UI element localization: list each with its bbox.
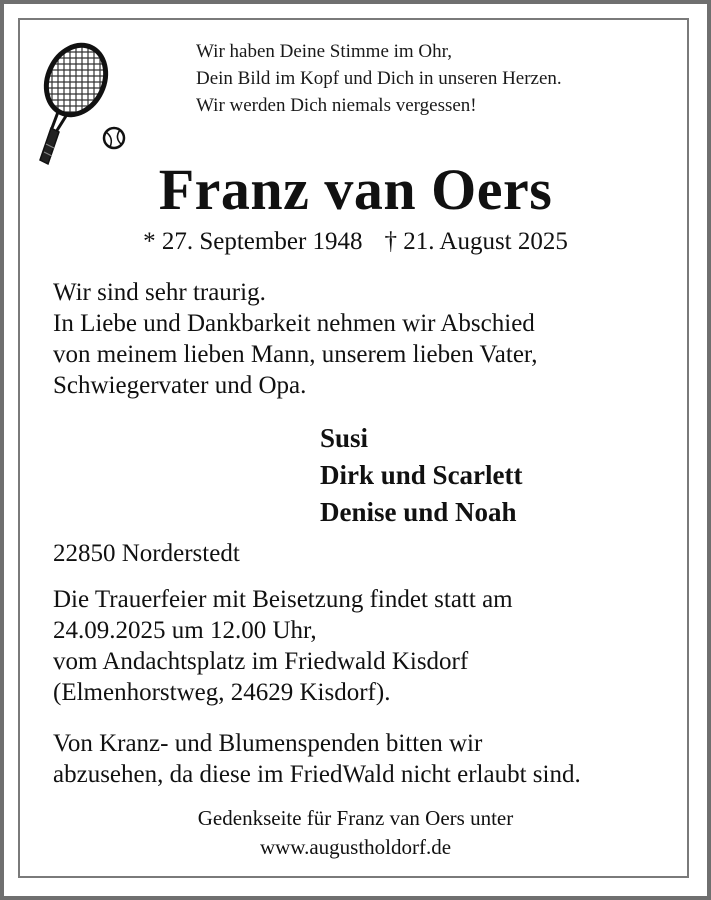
donations-note [53,728,581,790]
intro-text [53,277,538,401]
signer: Denise und Noah [320,497,517,527]
verse-line: Dein Bild im Kopf und Dich in unseren Herzen. [196,68,562,89]
signers-list [320,420,523,531]
intro-line: In Liebe und Dankbarkeit nehmen wir Abschied [53,310,535,337]
memorial-verse [196,38,562,119]
life-dates [0,227,711,257]
funeral-line: (Elmenhorstweg, 24629 Kisdorf). [53,679,391,706]
death-date: † 21. August 2025 [384,228,568,255]
funeral-line: 24.09.2025 um 12.00 Uhr, [53,617,317,644]
intro-line: Wir sind sehr traurig. [53,279,266,306]
signer: Susi [320,423,369,453]
memorial-url: www.augustholdorf.de [259,835,452,859]
city-line: 22850 Norderstedt [53,540,240,567]
memorial-page-info [0,804,711,862]
tennis-racket-and-ball-icon [32,40,136,172]
donations-line: abzusehen, da diese im FriedWald nicht erlaubt sind. [53,761,581,788]
verse-line: Wir haben Deine Stimme im Ohr, [196,41,452,62]
intro-line: von meinem lieben Mann, unserem lieben Vater, [53,341,538,368]
funeral-line: vom Andachtsplatz im Friedwald Kisdorf [53,648,469,675]
signer: Dirk und Scarlett [320,460,523,490]
verse-line: Wir werden Dich niemals vergessen! [196,95,477,116]
donations-line: Von Kranz- und Blumenspenden bitten wir [53,730,483,757]
funeral-details [53,584,513,708]
deceased-name: Franz van Oers [158,157,553,222]
memorial-line: Gedenkseite für Franz van Oers unter [197,806,514,830]
intro-line: Schwiegervater und Opa. [53,372,307,399]
funeral-line: Die Trauerfeier mit Beisetzung findet statt am [53,586,513,613]
birth-date: * 27. September 1948 [143,228,363,255]
